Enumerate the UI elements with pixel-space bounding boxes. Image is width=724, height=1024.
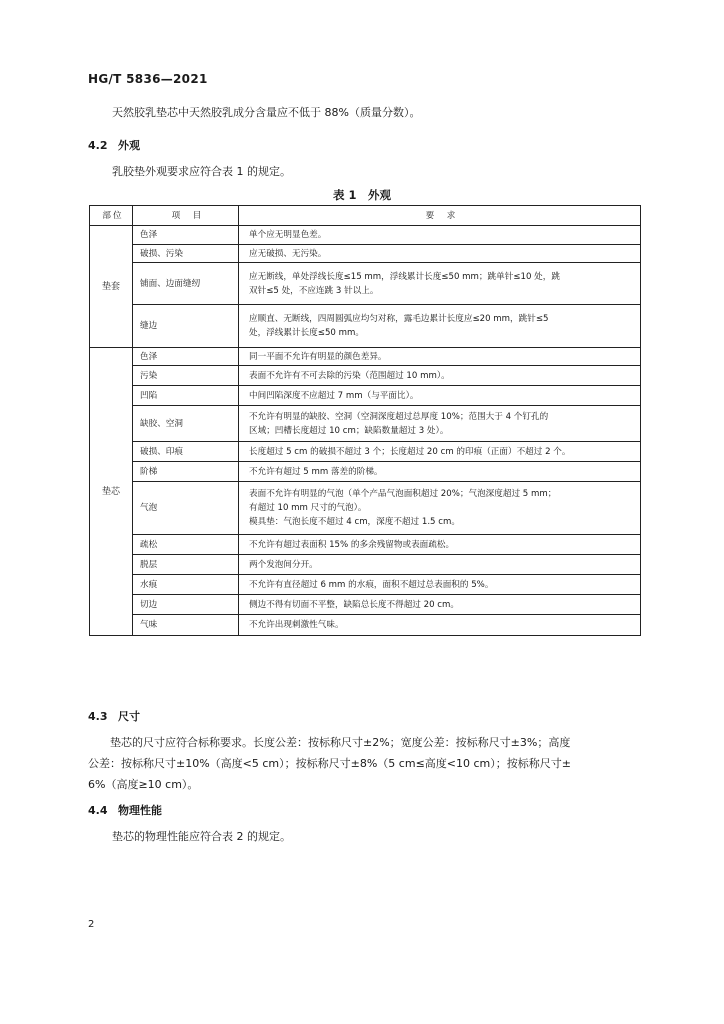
table-row bbox=[90, 482, 641, 535]
requirement-cell bbox=[239, 386, 641, 406]
requirement-line: 表面不允许有不可去除的污染（范围超过 10 mm）。 bbox=[249, 370, 450, 381]
paragraph-line: 公差：按标称尺寸±10%（高度<5 cm）；按标称尺寸±8%（5 cm≤高度<10 cm）；按标称尺寸± bbox=[88, 757, 571, 770]
requirement-line: 不允许有超过 5 mm 落差的阶梯。 bbox=[249, 466, 383, 477]
table-row bbox=[90, 535, 641, 555]
requirement-cell bbox=[239, 575, 641, 595]
page-number: 2 bbox=[88, 919, 95, 930]
requirement-line: 表面不允许有明显的气泡（单个产品气泡面积超过 20%；气泡深度超过 5 mm； bbox=[249, 489, 557, 499]
requirement-line: 区域；凹槽长度超过 10 cm；缺陷数量超过 3 处）。 bbox=[249, 425, 449, 436]
requirement-cell bbox=[239, 366, 641, 386]
requirement-cell bbox=[239, 245, 641, 263]
section-title: 外观 bbox=[118, 139, 140, 152]
requirement-cell bbox=[239, 305, 641, 348]
table-header-row bbox=[90, 206, 641, 226]
item-cell: 缺胶、空洞 bbox=[133, 406, 239, 442]
standard-code: HG/T 5836—2021 bbox=[88, 72, 208, 86]
requirement-line: 应顺直、无断线，四周圆弧应均匀对称，露毛边累计长度应≤20 mm，跳针≤5 bbox=[249, 314, 549, 324]
header-item: 项 目 bbox=[133, 206, 239, 226]
requirement-line: 不允许有明显的缺胶、空洞（空洞深度超过总厚度 10%；范围大于 4 个钉孔的 bbox=[249, 411, 549, 422]
table-row bbox=[90, 595, 641, 615]
requirement-cell bbox=[239, 482, 641, 535]
item-cell: 铺面、边面缝纫 bbox=[133, 263, 239, 305]
section-number: 4.2 bbox=[88, 139, 108, 152]
table-row bbox=[90, 305, 641, 348]
requirement-line: 不允许有超过表面积 15% 的多余残留物或表面疏松。 bbox=[249, 539, 455, 550]
item-cell: 气味 bbox=[133, 615, 239, 636]
table-row bbox=[90, 555, 641, 575]
item-cell: 色泽 bbox=[133, 226, 239, 245]
requirement-line: 应无断线，单处浮线长度≤15 mm，浮线累计长度≤50 mm；跳单针≤10 处，跳 bbox=[249, 271, 560, 282]
appearance-table bbox=[89, 205, 641, 636]
item-cell: 气泡 bbox=[133, 482, 239, 535]
section-4-3-heading bbox=[88, 708, 140, 724]
item-cell: 破损、污染 bbox=[133, 245, 239, 263]
item-cell: 阶梯 bbox=[133, 462, 239, 482]
requirement-cell bbox=[239, 555, 641, 575]
requirement-cell bbox=[239, 442, 641, 462]
requirement-cell bbox=[239, 535, 641, 555]
requirement-line: 同一平面不允许有明显的颜色差异。 bbox=[249, 351, 387, 362]
requirement-line: 单个应无明显色差。 bbox=[249, 230, 327, 240]
requirement-cell bbox=[239, 615, 641, 636]
requirement-cell bbox=[239, 226, 641, 245]
table-row bbox=[90, 348, 641, 366]
table-row bbox=[90, 226, 641, 245]
requirement-line: 有超过 10 mm 尺寸的气泡）。 bbox=[249, 503, 367, 513]
part-cell: 垫套 bbox=[90, 226, 133, 348]
table-row bbox=[90, 386, 641, 406]
item-cell: 色泽 bbox=[133, 348, 239, 366]
item-cell: 凹陷 bbox=[133, 386, 239, 406]
requirement-line: 长度超过 5 cm 的破损不超过 3 个；长度超过 20 cm 的印痕（正面）不超过 2 个。 bbox=[249, 446, 571, 457]
requirement-cell bbox=[239, 406, 641, 442]
table-row bbox=[90, 442, 641, 462]
paragraph-line: 6%（高度≥10 cm）。 bbox=[88, 778, 199, 791]
requirement-line: 不允许出现刺激性气味。 bbox=[249, 620, 344, 630]
table-row bbox=[90, 462, 641, 482]
intro-paragraph: 天然胶乳垫芯中天然胶乳成分含量应不低于 88%（质量分数）。 bbox=[112, 106, 421, 119]
part-cell: 垫芯 bbox=[90, 348, 133, 636]
requirement-line: 两个发泡间分开。 bbox=[249, 559, 318, 570]
section-title: 物理性能 bbox=[118, 804, 162, 817]
requirement-line: 侧边不得有切面不平整，缺陷总长度不得超过 20 cm。 bbox=[249, 599, 459, 610]
section-4-3-text bbox=[88, 732, 640, 795]
table-row bbox=[90, 366, 641, 386]
item-cell: 切边 bbox=[133, 595, 239, 615]
header-requirement: 要 求 bbox=[239, 206, 641, 226]
requirement-cell bbox=[239, 595, 641, 615]
requirement-line: 应无破损、无污染。 bbox=[249, 248, 327, 259]
item-cell: 疏松 bbox=[133, 535, 239, 555]
section-4-2-heading bbox=[88, 137, 140, 153]
item-cell: 破损、印痕 bbox=[133, 442, 239, 462]
requirement-line: 不允许有直径超过 6 mm 的水痕，面积不超过总表面积的 5%。 bbox=[249, 579, 494, 590]
requirement-line: 中间凹陷深度不应超过 7 mm（与平面比）。 bbox=[249, 390, 419, 401]
header-part: 部位 bbox=[90, 206, 133, 226]
requirement-line: 模具垫：气泡长度不超过 4 cm，深度不超过 1.5 cm。 bbox=[249, 517, 460, 527]
item-cell: 污染 bbox=[133, 366, 239, 386]
item-cell: 水痕 bbox=[133, 575, 239, 595]
section-4-4-text: 垫芯的物理性能应符合表 2 的规定。 bbox=[112, 830, 291, 843]
requirement-line: 双针≤5 处，不应连跳 3 针以上。 bbox=[249, 285, 379, 296]
table-caption: 表 1 外观 bbox=[332, 188, 391, 202]
table-row bbox=[90, 263, 641, 305]
section-4-4-heading bbox=[88, 802, 162, 818]
requirement-cell bbox=[239, 263, 641, 305]
section-number: 4.4 bbox=[88, 804, 108, 817]
requirement-cell bbox=[239, 348, 641, 366]
section-number: 4.3 bbox=[88, 710, 108, 723]
item-cell: 缝边 bbox=[133, 305, 239, 348]
table-row bbox=[90, 245, 641, 263]
paragraph-line: 垫芯的尺寸应符合标称要求。长度公差：按标称尺寸±2%；宽度公差：按标称尺寸±3%；高度 bbox=[88, 736, 571, 749]
section-title: 尺寸 bbox=[118, 710, 140, 723]
table-row bbox=[90, 575, 641, 595]
section-4-2-text: 乳胶垫外观要求应符合表 1 的规定。 bbox=[112, 165, 291, 178]
table-row bbox=[90, 615, 641, 636]
requirement-cell bbox=[239, 462, 641, 482]
requirement-line: 处，浮线累计长度≤50 mm。 bbox=[249, 328, 364, 338]
table-row bbox=[90, 406, 641, 442]
item-cell: 脱层 bbox=[133, 555, 239, 575]
